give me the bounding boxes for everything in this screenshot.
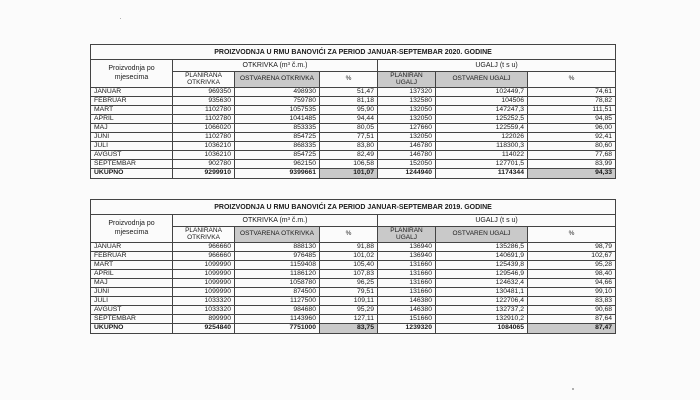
month-cell: MART	[91, 261, 173, 270]
month-cell: APRIL	[91, 270, 173, 279]
total-planiran-ugalj-cell: 1239320	[378, 324, 436, 334]
table-row	[91, 151, 616, 160]
planirana-otkrivka-cell: 966660	[173, 252, 235, 261]
planirana-otkrivka-cell: 1033320	[173, 306, 235, 315]
ostvarena-otkrivka-cell: 984680	[235, 306, 320, 315]
ostvaren-ugalj-cell: 118300,3	[436, 142, 528, 151]
ostvaren-ugalj-cell: 125252,5	[436, 115, 528, 124]
month-cell: SEPTEMBAR	[91, 315, 173, 324]
percent-otkrivka-cell: 77,51	[320, 133, 378, 142]
total-planiran-ugalj-cell: 1244940	[378, 169, 436, 179]
ostvarena-otkrivka-cell: 1143960	[235, 315, 320, 324]
ostvaren-ugalj-cell: 132910,2	[436, 315, 528, 324]
total-ostvaren-ugalj-cell: 1174344	[436, 169, 528, 179]
planiran-ugalj-cell: 146380	[378, 306, 436, 315]
table-2020-body	[91, 45, 616, 179]
col-header-ostvarena-otkrivka: OSTVARENA OTKRIVKA	[235, 72, 320, 88]
scan-speck	[572, 388, 574, 390]
ostvaren-ugalj-cell: 130481,1	[436, 288, 528, 297]
planirana-otkrivka-cell: 1102780	[173, 115, 235, 124]
planiran-ugalj-cell: 132050	[378, 106, 436, 115]
percent-ugalj-cell: 98,79	[528, 243, 616, 252]
percent-otkrivka-cell: 80,05	[320, 124, 378, 133]
percent-otkrivka-cell: 105,40	[320, 261, 378, 270]
col-header-planirana-otkrivka: PLANIRANA OTKRIVKA	[173, 72, 235, 88]
percent-ugalj-cell: 96,00	[528, 124, 616, 133]
percent-otkrivka-cell: 91,88	[320, 243, 378, 252]
month-cell: MAJ	[91, 124, 173, 133]
month-cell: JUNI	[91, 133, 173, 142]
month-cell: JULI	[91, 142, 173, 151]
col-header-ostvarena-otkrivka: OSTVARENA OTKRIVKA	[235, 227, 320, 243]
planiran-ugalj-cell: 146780	[378, 142, 436, 151]
planiran-ugalj-cell: 132050	[378, 133, 436, 142]
table-row	[91, 288, 616, 297]
table-row	[91, 106, 616, 115]
col-header-ostvaren-ugalj: OSTVAREN UGALJ	[436, 227, 528, 243]
ostvarena-otkrivka-cell: 976485	[235, 252, 320, 261]
scan-speck	[120, 18, 121, 19]
planirana-otkrivka-cell: 966660	[173, 243, 235, 252]
total-percent-otkrivka-cell: 83,75	[320, 324, 378, 334]
stub-header: Proizvodnja po mjesecima	[91, 215, 173, 243]
planirana-otkrivka-cell: 1033320	[173, 297, 235, 306]
total-month-cell: UKUPNO	[91, 169, 173, 179]
percent-ugalj-cell: 77,68	[528, 151, 616, 160]
percent-otkrivka-cell: 95,29	[320, 306, 378, 315]
table-row	[91, 261, 616, 270]
month-cell: MAJ	[91, 279, 173, 288]
ostvarena-otkrivka-cell: 1127500	[235, 297, 320, 306]
ostvarena-otkrivka-cell: 1058780	[235, 279, 320, 288]
col-header-ostvaren-ugalj: OSTVAREN UGALJ	[436, 72, 528, 88]
percent-otkrivka-cell: 95,90	[320, 106, 378, 115]
month-cell: JUNI	[91, 288, 173, 297]
ostvaren-ugalj-cell: 140691,9	[436, 252, 528, 261]
month-cell: JANUAR	[91, 88, 173, 97]
planiran-ugalj-cell: 151660	[378, 315, 436, 324]
stub-header: Proizvodnja po mjesecima	[91, 60, 173, 88]
ostvarena-otkrivka-cell: 498930	[235, 88, 320, 97]
ostvarena-otkrivka-cell: 854725	[235, 151, 320, 160]
total-ostvaren-ugalj-cell: 1084065	[436, 324, 528, 334]
ostvarena-otkrivka-cell: 854725	[235, 133, 320, 142]
table-row	[91, 306, 616, 315]
month-cell: SEPTEMBAR	[91, 160, 173, 169]
total-percent-ugalj-cell: 87,47	[528, 324, 616, 334]
percent-ugalj-cell: 102,67	[528, 252, 616, 261]
ostvaren-ugalj-cell: 114022	[436, 151, 528, 160]
percent-otkrivka-cell: 109,11	[320, 297, 378, 306]
planiran-ugalj-cell: 131660	[378, 270, 436, 279]
group-header-otkrivka: OTKRIVKA (m³ č.m.)	[173, 60, 378, 72]
ostvaren-ugalj-cell: 135286,5	[436, 243, 528, 252]
total-percent-otkrivka-cell: 101,07	[320, 169, 378, 179]
ostvarena-otkrivka-cell: 759780	[235, 97, 320, 106]
percent-otkrivka-cell: 51,47	[320, 88, 378, 97]
planiran-ugalj-cell: 152050	[378, 160, 436, 169]
total-percent-ugalj-cell: 94,33	[528, 169, 616, 179]
total-ostvarena-otkrivka-cell: 9399661	[235, 169, 320, 179]
planirana-otkrivka-cell: 1099990	[173, 288, 235, 297]
percent-ugalj-cell: 74,61	[528, 88, 616, 97]
ostvaren-ugalj-cell: 147247,3	[436, 106, 528, 115]
col-header-planirana-otkrivka: PLANIRANA OTKRIVKA	[173, 227, 235, 243]
group-header-ugalj: UGALJ (t s u)	[378, 215, 616, 227]
planiran-ugalj-cell: 132580	[378, 97, 436, 106]
total-month-cell: UKUPNO	[91, 324, 173, 334]
planiran-ugalj-cell: 131660	[378, 261, 436, 270]
table-2019-body	[91, 200, 616, 334]
planirana-otkrivka-cell: 1102780	[173, 106, 235, 115]
table-row	[91, 115, 616, 124]
percent-ugalj-cell: 98,40	[528, 270, 616, 279]
planiran-ugalj-cell: 136940	[378, 243, 436, 252]
planiran-ugalj-cell: 146780	[378, 151, 436, 160]
col-header-planiran-ugalj: PLANIRAN UGALJ	[378, 72, 436, 88]
table-row	[91, 252, 616, 261]
table-row	[91, 297, 616, 306]
table-row	[91, 160, 616, 169]
ostvarena-otkrivka-cell: 1186120	[235, 270, 320, 279]
table-row	[91, 133, 616, 142]
group-header-ugalj: UGALJ (t s u)	[378, 60, 616, 72]
planirana-otkrivka-cell: 969350	[173, 88, 235, 97]
planirana-otkrivka-cell: 1036210	[173, 142, 235, 151]
ostvaren-ugalj-cell: 102449,7	[436, 88, 528, 97]
percent-ugalj-cell: 95,28	[528, 261, 616, 270]
planirana-otkrivka-cell: 1102780	[173, 133, 235, 142]
percent-ugalj-cell: 83,83	[528, 297, 616, 306]
table-title: PROIZVODNJA U RMU BANOVIĆI ZA PERIOD JANUAR-SEPTEMBAR 2019. GODINE	[91, 200, 616, 215]
planirana-otkrivka-cell: 902780	[173, 160, 235, 169]
total-planirana-otkrivka-cell: 9299910	[173, 169, 235, 179]
production-table-2020	[90, 44, 616, 179]
percent-ugalj-cell: 78,82	[528, 97, 616, 106]
percent-otkrivka-cell: 82,49	[320, 151, 378, 160]
percent-ugalj-cell: 94,85	[528, 115, 616, 124]
percent-ugalj-cell: 90,68	[528, 306, 616, 315]
percent-ugalj-cell: 92,41	[528, 133, 616, 142]
col-header-percent-otkrivka: %	[320, 227, 378, 243]
ostvaren-ugalj-cell: 104506	[436, 97, 528, 106]
planiran-ugalj-cell: 136940	[378, 252, 436, 261]
planiran-ugalj-cell: 137320	[378, 88, 436, 97]
col-header-percent-ugalj: %	[528, 72, 616, 88]
ostvaren-ugalj-cell: 122559,4	[436, 124, 528, 133]
percent-ugalj-cell: 111,51	[528, 106, 616, 115]
ostvaren-ugalj-cell: 124632,4	[436, 279, 528, 288]
table-row	[91, 124, 616, 133]
planirana-otkrivka-cell: 935630	[173, 97, 235, 106]
table-title: PROIZVODNJA U RMU BANOVIĆI ZA PERIOD JANUAR-SEPTEMBAR 2020. GODINE	[91, 45, 616, 60]
percent-otkrivka-cell: 94,44	[320, 115, 378, 124]
month-cell: AVGUST	[91, 306, 173, 315]
table-row	[91, 279, 616, 288]
ostvaren-ugalj-cell: 129546,9	[436, 270, 528, 279]
percent-otkrivka-cell: 79,51	[320, 288, 378, 297]
total-planirana-otkrivka-cell: 9254840	[173, 324, 235, 334]
ostvaren-ugalj-cell: 122706,4	[436, 297, 528, 306]
table-row	[91, 243, 616, 252]
ostvarena-otkrivka-cell: 962150	[235, 160, 320, 169]
planirana-otkrivka-cell: 899990	[173, 315, 235, 324]
month-cell: AVGUST	[91, 151, 173, 160]
planiran-ugalj-cell: 131660	[378, 279, 436, 288]
percent-otkrivka-cell: 107,83	[320, 270, 378, 279]
table-row	[91, 142, 616, 151]
percent-ugalj-cell: 80,60	[528, 142, 616, 151]
percent-otkrivka-cell: 106,58	[320, 160, 378, 169]
percent-otkrivka-cell: 83,80	[320, 142, 378, 151]
percent-ugalj-cell: 94,66	[528, 279, 616, 288]
month-cell: FEBRUAR	[91, 97, 173, 106]
table-row	[91, 88, 616, 97]
total-row	[91, 169, 616, 179]
percent-otkrivka-cell: 101,02	[320, 252, 378, 261]
total-row	[91, 324, 616, 334]
table-row	[91, 270, 616, 279]
ostvarena-otkrivka-cell: 874500	[235, 288, 320, 297]
percent-ugalj-cell: 83,99	[528, 160, 616, 169]
ostvaren-ugalj-cell: 132737,2	[436, 306, 528, 315]
col-header-planiran-ugalj: PLANIRAN UGALJ	[378, 227, 436, 243]
production-table-2019	[90, 199, 616, 334]
planiran-ugalj-cell: 132050	[378, 115, 436, 124]
ostvarena-otkrivka-cell: 1041485	[235, 115, 320, 124]
planiran-ugalj-cell: 127660	[378, 124, 436, 133]
percent-otkrivka-cell: 127,11	[320, 315, 378, 324]
planiran-ugalj-cell: 146380	[378, 297, 436, 306]
ostvaren-ugalj-cell: 125439,8	[436, 261, 528, 270]
total-ostvarena-otkrivka-cell: 7751000	[235, 324, 320, 334]
percent-otkrivka-cell: 96,25	[320, 279, 378, 288]
planirana-otkrivka-cell: 1036210	[173, 151, 235, 160]
ostvarena-otkrivka-cell: 1057535	[235, 106, 320, 115]
month-cell: APRIL	[91, 115, 173, 124]
percent-ugalj-cell: 99,10	[528, 288, 616, 297]
planirana-otkrivka-cell: 1099990	[173, 270, 235, 279]
ostvaren-ugalj-cell: 122026	[436, 133, 528, 142]
month-cell: FEBRUAR	[91, 252, 173, 261]
table-row	[91, 315, 616, 324]
group-header-otkrivka: OTKRIVKA (m³ č.m.)	[173, 215, 378, 227]
col-header-percent-ugalj: %	[528, 227, 616, 243]
planiran-ugalj-cell: 131660	[378, 288, 436, 297]
col-header-percent-otkrivka: %	[320, 72, 378, 88]
ostvarena-otkrivka-cell: 868335	[235, 142, 320, 151]
ostvarena-otkrivka-cell: 853335	[235, 124, 320, 133]
month-cell: JANUAR	[91, 243, 173, 252]
ostvarena-otkrivka-cell: 1159408	[235, 261, 320, 270]
planirana-otkrivka-cell: 1099990	[173, 279, 235, 288]
planirana-otkrivka-cell: 1099990	[173, 261, 235, 270]
ostvaren-ugalj-cell: 127701,5	[436, 160, 528, 169]
table-row	[91, 97, 616, 106]
month-cell: MART	[91, 106, 173, 115]
planirana-otkrivka-cell: 1066020	[173, 124, 235, 133]
percent-otkrivka-cell: 81,18	[320, 97, 378, 106]
ostvarena-otkrivka-cell: 888130	[235, 243, 320, 252]
month-cell: JULI	[91, 297, 173, 306]
percent-ugalj-cell: 87,64	[528, 315, 616, 324]
